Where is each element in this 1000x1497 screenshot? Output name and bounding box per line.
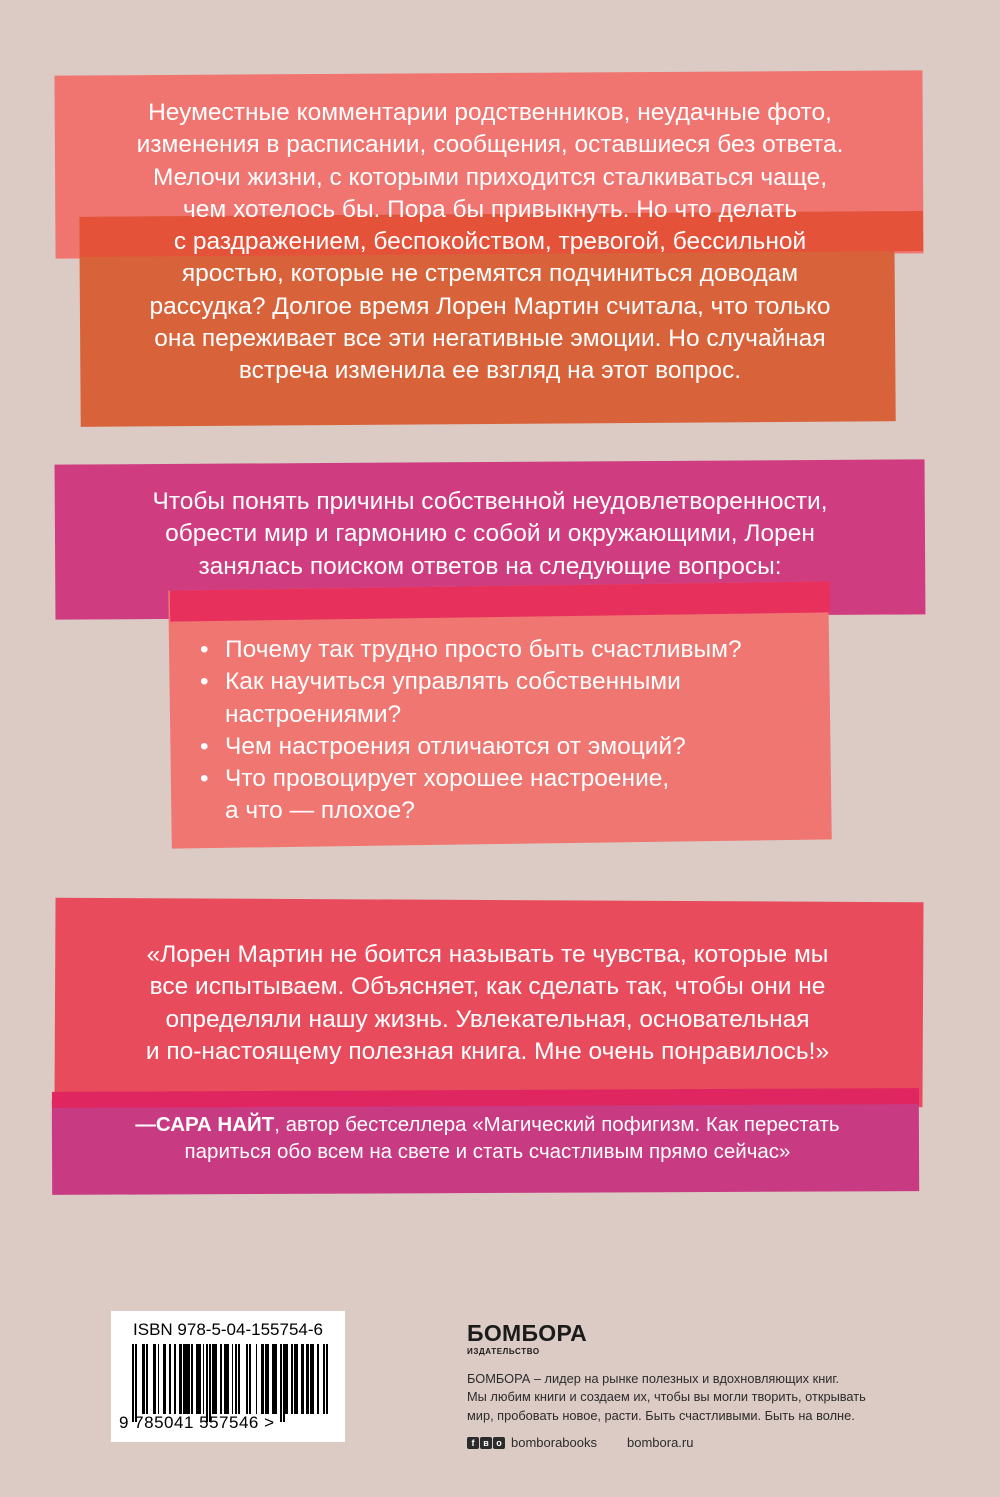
barcode-bar	[232, 1344, 234, 1414]
barcode-bar	[158, 1344, 160, 1414]
barcode	[111, 1311, 345, 1442]
publisher-logo-sub: ИЗДАТЕЛЬСТВО	[467, 1347, 540, 1356]
social-links	[467, 1435, 947, 1450]
barcode-bar	[191, 1344, 193, 1414]
barcode-bar	[256, 1344, 258, 1414]
list-item-text: настроениями?	[225, 700, 402, 728]
barcode-bar	[174, 1344, 176, 1414]
social-handle[interactable]: bomborabooks	[511, 1435, 597, 1451]
barcode-bar	[280, 1344, 282, 1422]
intro-line: с раздражением, беспокойством, тревогой, бессильной	[173, 228, 807, 256]
isbn-label: ISBN 978-5-04-155754-6	[133, 1320, 323, 1339]
list-item-text: Что провоцирует хорошее настроение,	[225, 765, 670, 793]
publisher-description-line: БОМБОРА – лидер на рынке полезных и вдохновляющих книг.	[467, 1371, 840, 1386]
questions-line: Чтобы понять причины собственной неудовлетворенности,	[152, 488, 828, 515]
barcode-bar	[220, 1344, 222, 1414]
barcode-bars	[132, 1344, 328, 1414]
facebook-icon: f	[467, 1437, 479, 1449]
quote-attribution	[55, 1111, 920, 1165]
odnoklassniki-icon: о	[493, 1437, 505, 1449]
list-item	[200, 666, 820, 731]
bullet-icon: •	[200, 636, 209, 663]
questions-line: обрести мир и гармонию с собой и окружающими, Лорен	[165, 520, 815, 548]
bullet-icon: •	[200, 765, 209, 793]
barcode-bar	[132, 1344, 134, 1422]
barcode-bar	[169, 1344, 171, 1414]
barcode-bar	[206, 1344, 208, 1422]
bullet-icon: •	[200, 668, 209, 696]
list-item-text: а что — плохое?	[225, 797, 415, 825]
list-item-text: Чем настроения отличаются от эмоций?	[225, 732, 686, 760]
barcode-bar	[209, 1344, 211, 1422]
barcode-bar	[296, 1344, 298, 1414]
barcode-bar	[146, 1344, 148, 1414]
barcode-bar	[317, 1344, 319, 1414]
barcode-bar	[180, 1344, 182, 1414]
quote-text	[55, 939, 920, 1068]
publisher-description	[467, 1370, 947, 1425]
barcode-bar	[249, 1344, 251, 1414]
quote-author: —САРА НАЙТ	[135, 1113, 275, 1136]
barcode-bar	[227, 1344, 229, 1414]
website-link[interactable]: bombora.ru	[627, 1435, 694, 1451]
barcode-bar	[154, 1344, 156, 1414]
barcode-bar	[275, 1344, 277, 1414]
barcode-bar	[262, 1344, 264, 1414]
barcode-bar	[143, 1344, 145, 1414]
barcode-bar	[188, 1344, 190, 1414]
barcode-digits: 9 785041 557546 >	[119, 1413, 275, 1432]
questions-line: занялась поиском ответов на следующие вопросы:	[198, 552, 782, 580]
attribution-text: , автор бестселлера «Магический пофигизм. Как перестать	[274, 1113, 840, 1136]
quote-line: «Лорен Мартин не боится называть те чувства, которые мы	[146, 941, 829, 968]
publisher-logo: БОМБОРА	[467, 1320, 588, 1346]
quote-line: определяли нашу жизнь. Увлекательная, основательная	[165, 1005, 810, 1033]
barcode-bar	[286, 1344, 288, 1414]
barcode-bar	[302, 1344, 304, 1414]
barcode-bar	[267, 1344, 269, 1414]
intro-line: чем хотелось бы. Пора бы привыкнуть. Но что делать	[183, 195, 797, 223]
list-item	[200, 763, 820, 828]
list-item	[200, 731, 820, 763]
barcode-bar	[291, 1344, 293, 1414]
list-item	[200, 634, 820, 666]
list-item-text: Почему так трудно просто быть счастливым?	[225, 636, 742, 663]
intro-text	[60, 97, 920, 388]
barcode-bar	[238, 1344, 240, 1414]
barcode-bar	[312, 1344, 314, 1414]
attribution-line	[55, 1111, 920, 1138]
bullet-icon: •	[200, 732, 209, 760]
intro-line: рассудка? Долгое время Лорен Мартин считала, что только	[149, 292, 831, 320]
barcode-bar	[135, 1344, 137, 1422]
intro-line: встреча изменила ее взгляд на этот вопрос.	[238, 357, 742, 385]
barcode-bar	[216, 1344, 218, 1414]
barcode-bar	[323, 1344, 325, 1414]
publisher-info	[467, 1320, 947, 1450]
intro-line: Мелочи жизни, с которыми приходится сталкиваться чаще,	[152, 163, 828, 191]
question-list	[200, 634, 820, 828]
list-item-text: Как научиться управлять собственными	[225, 668, 681, 696]
quote-line: все испытываем. Объясняет, как сделать так, чтобы они не	[149, 973, 826, 1001]
barcode-bar	[235, 1344, 237, 1414]
questions-text	[55, 486, 925, 583]
vk-icon: в	[480, 1437, 492, 1449]
intro-line: Неуместные комментарии родственников, неудачные фото,	[148, 99, 832, 126]
publisher-description-line: Мы любим книги и создаем их, чтобы вы могли творить, открывать	[467, 1389, 866, 1405]
barcode-bar	[246, 1344, 248, 1414]
intro-line: она переживает все эти негативные эмоции. Но случайная	[154, 325, 826, 353]
intro-line: изменения в расписании, сообщения, оставшиеся без ответа.	[136, 131, 844, 159]
attribution-line: париться обо всем на свете и стать счастливым прямо сейчас»	[184, 1140, 791, 1163]
barcode-bar	[164, 1344, 166, 1414]
barcode-bar	[203, 1344, 205, 1414]
publisher-description-line: мир, пробовать новое, расти. Быть счастливыми. Быть на волне.	[467, 1407, 855, 1423]
quote-line: и по-настоящему полезная книга. Мне очень понравилось!»	[145, 1037, 830, 1065]
barcode-bar	[199, 1344, 201, 1414]
barcode-bar	[307, 1344, 309, 1414]
intro-line: яростью, которые не стремятся подчиниться доводам	[181, 260, 799, 288]
barcode-bar	[326, 1344, 328, 1414]
